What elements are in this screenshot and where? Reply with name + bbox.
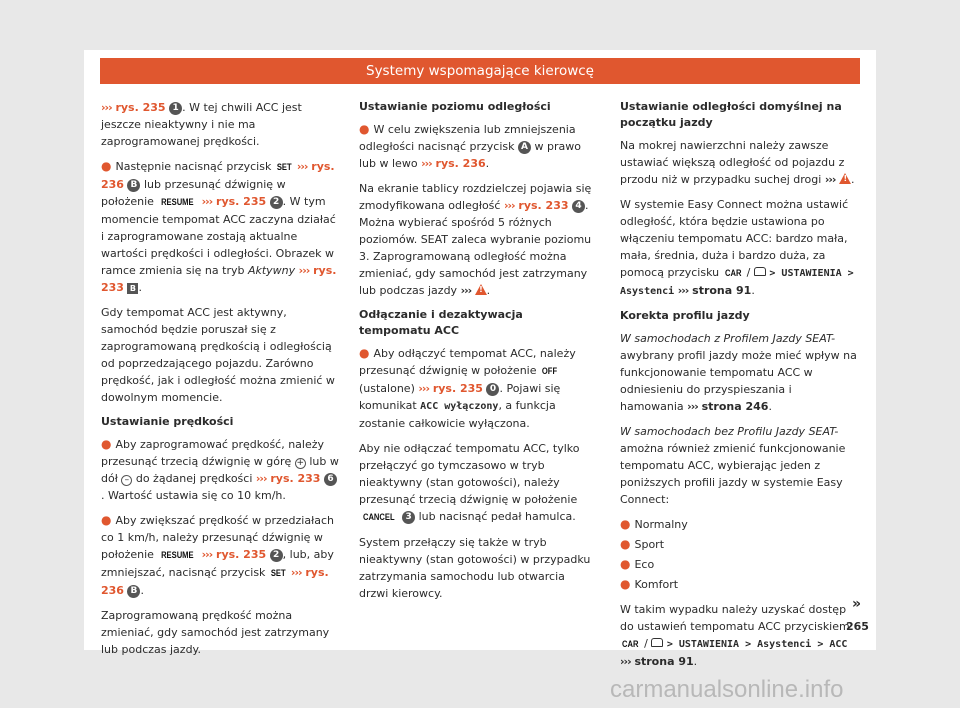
- mode-name: Aktywny: [247, 264, 296, 277]
- column-2: [359, 99, 597, 610]
- plus-icon: +: [296, 458, 305, 468]
- callout-number: 2: [270, 196, 283, 209]
- section-heading: Ustawianie prędkości: [101, 415, 234, 428]
- bullet-item: ● Następnie nacisnąć przycisk SET ››› rys. 236 B lub przesunąć dźwignię w położenie RESUME ››› rys. 235 2 . W tym momencie tempomat ACC zaczyna działać i zaprogramowane zostają aktualne wartości prędkości i odległości. Obrazek w ramce zmienia się na tryb Aktywny ››› rys. 233 B .: [101, 159, 337, 294]
- key-label: RESUME: [161, 197, 194, 208]
- bullet-icon: ●: [101, 437, 112, 451]
- cross-ref[interactable]: ››› rys. 236: [101, 160, 335, 191]
- paragraph: Na ekranie tablicy rozdzielczej pojawia się zmodyfikowana odległość ››› rys. 233 4 . Można wybierać spośród 5 różnych poziomów. SEAT zaleca wybranie poziomu 3. Zaprogramowaną odległość można zmieniać, gdy samochód jest zatrzymany lub podczas jazdy ››› ! .: [359, 180, 597, 299]
- cross-ref[interactable]: ››› rys. 236: [421, 157, 486, 170]
- list-item: ● Sport: [620, 537, 665, 551]
- paragraph: W samochodach z Profilem Jazdy SEAT-awybrany profil jazdy może mieć wpływ na funkcjonowanie tempomatu ACC w odniesieniu do przyspieszania i hamowania ››› strona 246.: [620, 332, 857, 413]
- cross-ref[interactable]: ››› rys. 235: [201, 195, 267, 208]
- bullet-icon: ●: [620, 557, 631, 571]
- paragraph: Na mokrej nawierzchni należy zawsze ustawiać większą odległość od pojazdu z przodu niż w przypadku suchej drogi ››› ! .: [620, 137, 858, 188]
- cross-ref[interactable]: ››› strona 91: [677, 284, 752, 297]
- bullet-item: ● Aby zaprogramować prędkość, należy przesunąć trzecią dźwignię w górę + lub w dół – do żądanej prędkości ››› rys. 233 6. Wartość ustawia się co 10 km/h.: [101, 437, 339, 502]
- section-heading: Ustawianie poziomu odległości: [359, 100, 551, 113]
- list-item: ● Normalny: [620, 517, 688, 531]
- car-icon: [651, 638, 663, 647]
- section-heading: Odłączanie i dezaktywacja tempomatu ACC: [359, 308, 523, 337]
- menu-path: > USTAWIENIA > Asystenci > ACC: [666, 639, 848, 650]
- list-item: ● Eco: [620, 557, 655, 571]
- callout-number: 4: [572, 200, 585, 213]
- bullet-icon: ●: [620, 577, 631, 591]
- key-label: RESUME: [161, 550, 194, 561]
- bullet-icon: ●: [620, 517, 631, 531]
- callout-letter: A: [518, 141, 531, 154]
- column-1: [101, 99, 339, 666]
- callout-number: 2: [270, 549, 283, 562]
- cross-ref[interactable]: ››› rys. 236: [101, 566, 329, 597]
- callout-number: 6: [324, 473, 337, 486]
- key-label: OFF: [541, 366, 558, 377]
- paragraph: Zaprogramowaną prędkość można zmieniać, gdy samochód jest zatrzymany lub podczas jazdy.: [101, 609, 330, 656]
- car-icon: [754, 267, 766, 276]
- key-label: CANCEL: [362, 512, 395, 523]
- key-label: SET: [276, 162, 292, 173]
- key-label: CAR: [724, 268, 742, 279]
- section-heading: Ustawianie odległości domyślnej na początku jazdy: [620, 100, 842, 129]
- warning-icon: [839, 173, 851, 184]
- warning-ref[interactable]: ›››: [460, 284, 472, 297]
- callout-number: 0: [486, 383, 499, 396]
- paragraph: System przełączy się także w tryb nieaktywny (stan gotowości) w przypadku zatrzymania samochodu lub otwarcia drzwi kierowcy.: [359, 536, 591, 600]
- section-heading: Korekta profilu jazdy: [620, 309, 750, 322]
- key-label: CAR: [622, 639, 639, 650]
- callout-number: 3: [402, 511, 415, 524]
- paragraph: ››› rys. 235 1 . W tej chwili ACC jest jeszcze nieaktywny i nie ma zaprogramowanej prędkości.: [101, 101, 302, 148]
- list-item: ● Komfort: [620, 577, 679, 591]
- page-number: 265: [846, 620, 869, 633]
- bullet-item: ● W celu zwiększenia lub zmniejszenia odległości nacisnąć przycisk A w prawo lub w lewo ››› rys. 236.: [359, 122, 581, 170]
- paragraph: W takim wypadku należy uzyskać dostęp do ustawień tempomatu ACC przyciskiem CAR / > USTAWIENIA > Asystenci > ACC ››› strona 91.: [620, 603, 850, 668]
- bullet-icon: ●: [101, 513, 112, 527]
- bullet-item: ● Aby odłączyć tempomat ACC, należy przesunąć dźwignię w położenie OFF (ustalone) ››› rys. 235 0 . Pojawi się komunikat ACC wyłączony, a funkcja zostanie całkowicie wyłączona.: [359, 346, 576, 430]
- warning-icon: [475, 284, 487, 295]
- callout-letter: B: [127, 179, 140, 192]
- menu-path: > USTAWIENIA > Asystenci: [620, 268, 854, 297]
- bullet-item: ● Aby zwiększać prędkość w przedziałach co 1 km/h, należy przesunąć dźwignię w położenie RESUME ››› rys. 235 2 , lub, aby zmniejszać, nacisnąć przycisk SET ››› rys. 236 B .: [101, 513, 334, 597]
- page-header: Systemy wspomagające kierowcę: [100, 58, 860, 84]
- bullet-icon: ●: [101, 159, 112, 173]
- paragraph: Aby nie odłączać tempomatu ACC, tylko przełączyć go tymczasowo w tryb nieaktywny (stan gotowości), należy przesunąć trzecią dźwignię w położenie CANCEL 3 lub nacisnąć pedał hamulca.: [359, 440, 597, 526]
- bullet-icon: ●: [620, 537, 631, 551]
- callout-number: 1: [169, 102, 182, 115]
- bullet-icon: ●: [359, 122, 370, 136]
- cross-ref[interactable]: ››› strona 246: [687, 400, 769, 413]
- cross-ref[interactable]: ››› rys. 233: [101, 264, 337, 294]
- paragraph: Gdy tempomat ACC jest aktywny, samochód będzie poruszał się z zaprogramowaną prędkością i odległością od poprzedzającego pojazdu. Zarówno prędkość, jak i odległość można zmienić w dowolnym momencie.: [101, 306, 335, 404]
- cross-ref[interactable]: ››› strona 91: [620, 655, 694, 668]
- callout-letter: B: [127, 585, 140, 598]
- cross-ref[interactable]: ››› rys. 235: [101, 101, 166, 114]
- key-label: SET: [270, 568, 286, 579]
- minus-icon: –: [121, 475, 132, 486]
- cross-ref[interactable]: ››› rys. 235: [201, 548, 267, 561]
- cross-ref[interactable]: ››› rys. 235: [418, 382, 483, 395]
- cross-ref[interactable]: ››› rys. 233: [503, 199, 569, 212]
- paragraph: W systemie Easy Connect można ustawić odległość, która będzie ustawiona po włączeniu tempomatu ACC: bardzo mała, mała, średnia, duża i bardzo duża, za pomocą przycisku CAR / > USTAWIENIA > Asystenci ››› strona 91.: [620, 198, 854, 297]
- column-3: [620, 99, 858, 678]
- bullet-icon: ●: [359, 346, 370, 360]
- watermark: carmanualsonline.info: [610, 676, 844, 703]
- warning-ref[interactable]: ›››: [824, 173, 836, 186]
- square-callout: B: [127, 283, 138, 294]
- cross-ref[interactable]: ››› rys. 233: [255, 472, 321, 485]
- continue-icon: »: [852, 596, 862, 612]
- display-message: ACC wyłączony: [420, 401, 499, 412]
- paragraph: W samochodach bez Profilu Jazdy SEAT-amożna również zmienić funkcjonowanie tempomatu ACC, wybierając jeden z poniższych profili jazdy w systemie Easy Connect:: [620, 425, 846, 506]
